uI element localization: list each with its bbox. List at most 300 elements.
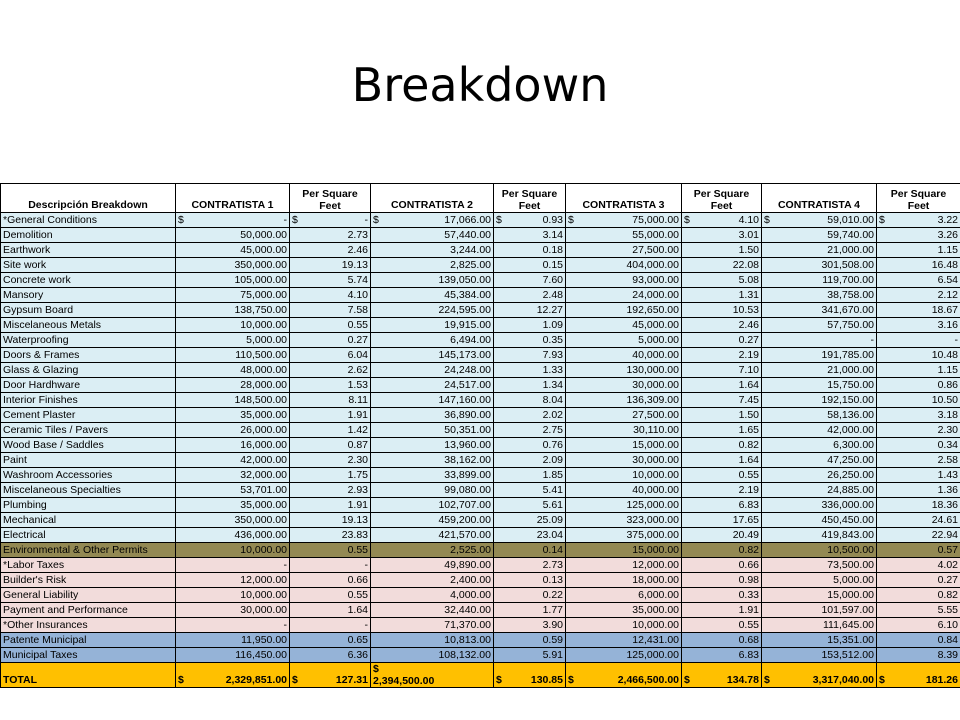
per-square-foot: 0.98 bbox=[682, 573, 762, 588]
contractor-amount: 110,500.00 bbox=[176, 348, 290, 363]
total-value bbox=[494, 663, 566, 688]
currency-symbol: $ bbox=[292, 213, 298, 226]
contractor-amount: 10,000.00 bbox=[566, 618, 682, 633]
row-description: Wood Base / Saddles bbox=[1, 438, 176, 453]
contractor-amount: - bbox=[176, 558, 290, 573]
per-square-foot: 0.13 bbox=[494, 573, 566, 588]
currency-symbol: $ bbox=[764, 674, 770, 686]
per-square-foot: 3.18 bbox=[877, 408, 960, 423]
per-square-foot: 6.83 bbox=[682, 498, 762, 513]
contractor-amount: 49,890.00 bbox=[371, 558, 494, 573]
table-row bbox=[1, 363, 960, 378]
contractor-amount: 27,500.00 bbox=[566, 243, 682, 258]
per-square-foot: 24.61 bbox=[877, 513, 960, 528]
contractor-amount: 10,000.00 bbox=[176, 588, 290, 603]
row-description: *General Conditions bbox=[1, 213, 176, 228]
table-row bbox=[1, 408, 960, 423]
total-value bbox=[682, 663, 762, 688]
table-row bbox=[1, 243, 960, 258]
per-square-foot: 2.73 bbox=[290, 228, 371, 243]
total-amount: 130.85 bbox=[530, 674, 563, 686]
currency-symbol: $ bbox=[373, 663, 379, 675]
currency-symbol: $ bbox=[496, 674, 502, 686]
contractor-amount: 71,370.00 bbox=[371, 618, 494, 633]
per-square-foot: 5.74 bbox=[290, 273, 371, 288]
per-square-foot: 0.59 bbox=[494, 633, 566, 648]
per-square-foot bbox=[682, 213, 762, 228]
total-value bbox=[762, 663, 877, 688]
contractor-amount: 40,000.00 bbox=[566, 483, 682, 498]
contractor-amount: 375,000.00 bbox=[566, 528, 682, 543]
table-row bbox=[1, 288, 960, 303]
per-square-foot: 12.27 bbox=[494, 303, 566, 318]
per-square-foot: 1.15 bbox=[877, 363, 960, 378]
contractor-amount: 12,000.00 bbox=[566, 558, 682, 573]
table-row bbox=[1, 213, 960, 228]
table-row bbox=[1, 438, 960, 453]
contractor-amount: 12,000.00 bbox=[176, 573, 290, 588]
table-row bbox=[1, 528, 960, 543]
contractor-amount: 30,110.00 bbox=[566, 423, 682, 438]
contractor-amount: 15,351.00 bbox=[762, 633, 877, 648]
contractor-amount: 57,750.00 bbox=[762, 318, 877, 333]
contractor-amount: - bbox=[762, 333, 877, 348]
cell-value: - bbox=[364, 213, 368, 226]
header-contratista-4: CONTRATISTA 4 bbox=[762, 184, 877, 213]
contractor-amount: 102,707.00 bbox=[371, 498, 494, 513]
per-square-foot: 2.30 bbox=[877, 423, 960, 438]
row-description: Municipal Taxes bbox=[1, 648, 176, 663]
contractor-amount: 341,670.00 bbox=[762, 303, 877, 318]
per-square-foot: 1.34 bbox=[494, 378, 566, 393]
contractor-amount: 192,650.00 bbox=[566, 303, 682, 318]
contractor-amount: 436,000.00 bbox=[176, 528, 290, 543]
contractor-amount: 5,000.00 bbox=[762, 573, 877, 588]
per-square-foot: 1.36 bbox=[877, 483, 960, 498]
contractor-amount: 21,000.00 bbox=[762, 363, 877, 378]
contractor-amount: 38,758.00 bbox=[762, 288, 877, 303]
per-square-foot: 4.02 bbox=[877, 558, 960, 573]
header-psf-1: Per Square Feet bbox=[290, 184, 371, 213]
per-square-foot: 0.34 bbox=[877, 438, 960, 453]
contractor-amount: 18,000.00 bbox=[566, 573, 682, 588]
per-square-foot: 23.83 bbox=[290, 528, 371, 543]
table-row bbox=[1, 558, 960, 573]
per-square-foot: 1.53 bbox=[290, 378, 371, 393]
contractor-amount: 26,000.00 bbox=[176, 423, 290, 438]
per-square-foot: 0.55 bbox=[290, 318, 371, 333]
per-square-foot: 0.55 bbox=[290, 543, 371, 558]
contractor-amount: 40,000.00 bbox=[566, 348, 682, 363]
contractor-amount: 30,000.00 bbox=[176, 603, 290, 618]
per-square-foot: 6.54 bbox=[877, 273, 960, 288]
row-description: Cement Plaster bbox=[1, 408, 176, 423]
contractor-amount: 38,162.00 bbox=[371, 453, 494, 468]
total-label: TOTAL bbox=[1, 663, 176, 688]
cell-value: 0.93 bbox=[542, 213, 563, 226]
currency-symbol: $ bbox=[684, 674, 690, 686]
per-square-foot: 3.01 bbox=[682, 228, 762, 243]
per-square-foot bbox=[877, 213, 960, 228]
contractor-amount: 119,700.00 bbox=[762, 273, 877, 288]
contractor-amount: 32,000.00 bbox=[176, 468, 290, 483]
contractor-amount: 10,000.00 bbox=[176, 318, 290, 333]
table-row bbox=[1, 303, 960, 318]
header-contratista-2: CONTRATISTA 2 bbox=[371, 184, 494, 213]
per-square-foot: 2.46 bbox=[290, 243, 371, 258]
contractor-amount: 73,500.00 bbox=[762, 558, 877, 573]
contractor-amount: 2,525.00 bbox=[371, 543, 494, 558]
contractor-amount: 6,000.00 bbox=[566, 588, 682, 603]
header-psf-4: Per Square Feet bbox=[877, 184, 960, 213]
contractor-amount: 4,000.00 bbox=[371, 588, 494, 603]
cell-value: 75,000.00 bbox=[632, 213, 679, 226]
table-row bbox=[1, 423, 960, 438]
per-square-foot: 2.19 bbox=[682, 483, 762, 498]
per-square-foot: 0.66 bbox=[290, 573, 371, 588]
contractor-amount: 75,000.00 bbox=[176, 288, 290, 303]
contractor-amount: 45,000.00 bbox=[176, 243, 290, 258]
contractor-amount: 36,890.00 bbox=[371, 408, 494, 423]
per-square-foot: 5.08 bbox=[682, 273, 762, 288]
cell-value: 17,066.00 bbox=[444, 213, 491, 226]
per-square-foot: 0.22 bbox=[494, 588, 566, 603]
total-value bbox=[877, 663, 960, 688]
currency-symbol: $ bbox=[496, 213, 502, 226]
contractor-amount: 45,384.00 bbox=[371, 288, 494, 303]
per-square-foot: 20.49 bbox=[682, 528, 762, 543]
row-description: Mechanical bbox=[1, 513, 176, 528]
total-row bbox=[1, 663, 960, 688]
contractor-amount: - bbox=[176, 618, 290, 633]
per-square-foot: 3.14 bbox=[494, 228, 566, 243]
table-row bbox=[1, 468, 960, 483]
contractor-amount: 6,300.00 bbox=[762, 438, 877, 453]
contractor-amount: 53,701.00 bbox=[176, 483, 290, 498]
contractor-amount: 145,173.00 bbox=[371, 348, 494, 363]
contractor-amount: 99,080.00 bbox=[371, 483, 494, 498]
per-square-foot: 7.45 bbox=[682, 393, 762, 408]
per-square-foot: 7.93 bbox=[494, 348, 566, 363]
per-square-foot: 0.84 bbox=[877, 633, 960, 648]
contractor-amount: 15,000.00 bbox=[566, 543, 682, 558]
contractor-amount: 35,000.00 bbox=[176, 408, 290, 423]
contractor-amount: 136,309.00 bbox=[566, 393, 682, 408]
per-square-foot: 2.09 bbox=[494, 453, 566, 468]
currency-symbol: $ bbox=[879, 674, 885, 686]
header-psf-3: Per Square Feet bbox=[682, 184, 762, 213]
currency-symbol: $ bbox=[373, 213, 379, 226]
row-description: Patente Municipal bbox=[1, 633, 176, 648]
per-square-foot bbox=[494, 213, 566, 228]
contractor-amount: 50,351.00 bbox=[371, 423, 494, 438]
currency-symbol: $ bbox=[178, 213, 184, 226]
contractor-amount: 450,450.00 bbox=[762, 513, 877, 528]
table-row bbox=[1, 228, 960, 243]
per-square-foot: 1.15 bbox=[877, 243, 960, 258]
contractor-amount bbox=[371, 213, 494, 228]
contractor-amount: 336,000.00 bbox=[762, 498, 877, 513]
contractor-amount: 125,000.00 bbox=[566, 498, 682, 513]
per-square-foot: 0.33 bbox=[682, 588, 762, 603]
per-square-foot: 1.09 bbox=[494, 318, 566, 333]
total-amount: 3,317,040.00 bbox=[812, 674, 874, 686]
per-square-foot: 6.36 bbox=[290, 648, 371, 663]
table-row bbox=[1, 273, 960, 288]
per-square-foot: 0.76 bbox=[494, 438, 566, 453]
contractor-amount: 32,440.00 bbox=[371, 603, 494, 618]
contractor-amount: 10,500.00 bbox=[762, 543, 877, 558]
contractor-amount: 24,248.00 bbox=[371, 363, 494, 378]
per-square-foot: 6.10 bbox=[877, 618, 960, 633]
per-square-foot: 1.65 bbox=[682, 423, 762, 438]
per-square-foot: 0.86 bbox=[877, 378, 960, 393]
per-square-foot: 22.94 bbox=[877, 528, 960, 543]
per-square-foot: 2.02 bbox=[494, 408, 566, 423]
currency-symbol: $ bbox=[568, 213, 574, 226]
row-description: Interior Finishes bbox=[1, 393, 176, 408]
row-description: Gypsum Board bbox=[1, 303, 176, 318]
contractor-amount: 147,160.00 bbox=[371, 393, 494, 408]
contractor-amount: 11,950.00 bbox=[176, 633, 290, 648]
currency-symbol: $ bbox=[292, 674, 298, 686]
row-description: Electrical bbox=[1, 528, 176, 543]
total-value bbox=[176, 663, 290, 688]
total-value bbox=[290, 663, 371, 688]
contractor-amount: 10,000.00 bbox=[566, 468, 682, 483]
per-square-foot: 1.91 bbox=[290, 408, 371, 423]
contractor-amount: 57,440.00 bbox=[371, 228, 494, 243]
header-description: Descripción Breakdown bbox=[1, 184, 176, 213]
contractor-amount: 301,508.00 bbox=[762, 258, 877, 273]
per-square-foot: 5.41 bbox=[494, 483, 566, 498]
per-square-foot: 1.31 bbox=[682, 288, 762, 303]
contractor-amount: 42,000.00 bbox=[762, 423, 877, 438]
per-square-foot: 1.75 bbox=[290, 468, 371, 483]
per-square-foot: 2.73 bbox=[494, 558, 566, 573]
cell-value: 59,010.00 bbox=[827, 213, 874, 226]
contractor-amount: 30,000.00 bbox=[566, 378, 682, 393]
contractor-amount: 58,136.00 bbox=[762, 408, 877, 423]
per-square-foot: 7.10 bbox=[682, 363, 762, 378]
contractor-amount: 15,000.00 bbox=[762, 588, 877, 603]
contractor-amount: 15,000.00 bbox=[566, 438, 682, 453]
contractor-amount: 59,740.00 bbox=[762, 228, 877, 243]
table-row bbox=[1, 483, 960, 498]
header-contratista-3: CONTRATISTA 3 bbox=[566, 184, 682, 213]
contractor-amount: 2,825.00 bbox=[371, 258, 494, 273]
row-description: *Labor Taxes bbox=[1, 558, 176, 573]
contractor-amount: 192,150.00 bbox=[762, 393, 877, 408]
per-square-foot: 5.61 bbox=[494, 498, 566, 513]
contractor-amount: 153,512.00 bbox=[762, 648, 877, 663]
currency-symbol: $ bbox=[178, 674, 184, 686]
total-amount: 127.31 bbox=[335, 674, 368, 686]
row-description: Doors & Frames bbox=[1, 348, 176, 363]
contractor-amount: 5,000.00 bbox=[566, 333, 682, 348]
per-square-foot: 2.48 bbox=[494, 288, 566, 303]
row-description: Miscelaneous Metals bbox=[1, 318, 176, 333]
contractor-amount: 50,000.00 bbox=[176, 228, 290, 243]
per-square-foot: 6.83 bbox=[682, 648, 762, 663]
per-square-foot: 1.64 bbox=[682, 378, 762, 393]
contractor-amount: 5,000.00 bbox=[176, 333, 290, 348]
per-square-foot: 0.66 bbox=[682, 558, 762, 573]
table-row bbox=[1, 378, 960, 393]
contractor-amount: 3,244.00 bbox=[371, 243, 494, 258]
table-row bbox=[1, 498, 960, 513]
row-description: Miscelaneous Specialties bbox=[1, 483, 176, 498]
contractor-amount: 191,785.00 bbox=[762, 348, 877, 363]
per-square-foot: 22.08 bbox=[682, 258, 762, 273]
contractor-amount: 350,000.00 bbox=[176, 258, 290, 273]
contractor-amount: 35,000.00 bbox=[566, 603, 682, 618]
per-square-foot: 1.33 bbox=[494, 363, 566, 378]
per-square-foot: 2.30 bbox=[290, 453, 371, 468]
cell-value: - bbox=[283, 213, 287, 226]
table-row bbox=[1, 453, 960, 468]
table-row bbox=[1, 333, 960, 348]
per-square-foot: 0.68 bbox=[682, 633, 762, 648]
row-description: Door Hardhware bbox=[1, 378, 176, 393]
per-square-foot: 18.36 bbox=[877, 498, 960, 513]
per-square-foot: 7.60 bbox=[494, 273, 566, 288]
contractor-amount: 28,000.00 bbox=[176, 378, 290, 393]
contractor-amount: 21,000.00 bbox=[762, 243, 877, 258]
contractor-amount: 24,885.00 bbox=[762, 483, 877, 498]
row-description: Washroom Accessories bbox=[1, 468, 176, 483]
row-description: Mansory bbox=[1, 288, 176, 303]
contractor-amount: 45,000.00 bbox=[566, 318, 682, 333]
per-square-foot: 19.13 bbox=[290, 258, 371, 273]
total-value bbox=[566, 663, 682, 688]
table-row bbox=[1, 513, 960, 528]
per-square-foot: 2.62 bbox=[290, 363, 371, 378]
per-square-foot: - bbox=[290, 558, 371, 573]
per-square-foot: 19.13 bbox=[290, 513, 371, 528]
contractor-amount: 47,250.00 bbox=[762, 453, 877, 468]
per-square-foot: 1.91 bbox=[290, 498, 371, 513]
contractor-amount: 148,500.00 bbox=[176, 393, 290, 408]
contractor-amount: 116,450.00 bbox=[176, 648, 290, 663]
per-square-foot: 1.91 bbox=[682, 603, 762, 618]
per-square-foot: 5.91 bbox=[494, 648, 566, 663]
contractor-amount: 125,000.00 bbox=[566, 648, 682, 663]
contractor-amount: 105,000.00 bbox=[176, 273, 290, 288]
per-square-foot: 1.42 bbox=[290, 423, 371, 438]
per-square-foot: 8.11 bbox=[290, 393, 371, 408]
table-row bbox=[1, 393, 960, 408]
table-row bbox=[1, 648, 960, 663]
table-row bbox=[1, 633, 960, 648]
row-description: Paint bbox=[1, 453, 176, 468]
per-square-foot: 0.65 bbox=[290, 633, 371, 648]
contractor-amount bbox=[566, 213, 682, 228]
per-square-foot: 2.58 bbox=[877, 453, 960, 468]
per-square-foot: 16.48 bbox=[877, 258, 960, 273]
total-amount: 134.78 bbox=[726, 674, 759, 686]
per-square-foot: 1.50 bbox=[682, 408, 762, 423]
row-description: *Other Insurances bbox=[1, 618, 176, 633]
per-square-foot: 10.50 bbox=[877, 393, 960, 408]
contractor-amount: 13,960.00 bbox=[371, 438, 494, 453]
per-square-foot: 8.04 bbox=[494, 393, 566, 408]
table-row bbox=[1, 588, 960, 603]
contractor-amount: 12,431.00 bbox=[566, 633, 682, 648]
cell-value: 3.22 bbox=[937, 213, 958, 226]
table-row bbox=[1, 603, 960, 618]
row-description: Environmental & Other Permits bbox=[1, 543, 176, 558]
per-square-foot: 7.58 bbox=[290, 303, 371, 318]
per-square-foot: 25.09 bbox=[494, 513, 566, 528]
total-amount: 2,394,500.00 bbox=[373, 675, 435, 687]
per-square-foot: 17.65 bbox=[682, 513, 762, 528]
contractor-amount bbox=[762, 213, 877, 228]
per-square-foot: 0.15 bbox=[494, 258, 566, 273]
per-square-foot: 0.27 bbox=[290, 333, 371, 348]
row-description: Waterproofing bbox=[1, 333, 176, 348]
contractor-amount: 101,597.00 bbox=[762, 603, 877, 618]
per-square-foot: 4.10 bbox=[290, 288, 371, 303]
total-value bbox=[371, 663, 494, 688]
contractor-amount: 404,000.00 bbox=[566, 258, 682, 273]
currency-symbol: $ bbox=[568, 674, 574, 686]
table-row bbox=[1, 543, 960, 558]
per-square-foot: 2.75 bbox=[494, 423, 566, 438]
table-row bbox=[1, 348, 960, 363]
contractor-amount bbox=[176, 213, 290, 228]
per-square-foot: 3.90 bbox=[494, 618, 566, 633]
table-row bbox=[1, 618, 960, 633]
contractor-amount: 42,000.00 bbox=[176, 453, 290, 468]
per-square-foot: 10.53 bbox=[682, 303, 762, 318]
table-row bbox=[1, 573, 960, 588]
contractor-amount: 10,813.00 bbox=[371, 633, 494, 648]
breakdown-table bbox=[0, 183, 960, 688]
row-description: Payment and Performance bbox=[1, 603, 176, 618]
row-description: Site work bbox=[1, 258, 176, 273]
per-square-foot: 1.50 bbox=[682, 243, 762, 258]
contractor-amount: 93,000.00 bbox=[566, 273, 682, 288]
row-description: Plumbing bbox=[1, 498, 176, 513]
contractor-amount: 459,200.00 bbox=[371, 513, 494, 528]
per-square-foot: 3.16 bbox=[877, 318, 960, 333]
contractor-amount: 19,915.00 bbox=[371, 318, 494, 333]
contractor-amount: 55,000.00 bbox=[566, 228, 682, 243]
contractor-amount: 111,645.00 bbox=[762, 618, 877, 633]
per-square-foot: 0.82 bbox=[877, 588, 960, 603]
per-square-foot: 2.12 bbox=[877, 288, 960, 303]
contractor-amount: 138,750.00 bbox=[176, 303, 290, 318]
per-square-foot bbox=[290, 213, 371, 228]
per-square-foot: 0.55 bbox=[290, 588, 371, 603]
per-square-foot: 23.04 bbox=[494, 528, 566, 543]
header-psf-2: Per Square Feet bbox=[494, 184, 566, 213]
contractor-amount: 26,250.00 bbox=[762, 468, 877, 483]
row-description: Concrete work bbox=[1, 273, 176, 288]
per-square-foot: - bbox=[290, 618, 371, 633]
per-square-foot: 1.64 bbox=[290, 603, 371, 618]
contractor-amount: 35,000.00 bbox=[176, 498, 290, 513]
total-amount: 181.26 bbox=[925, 674, 958, 686]
total-amount: 2,466,500.00 bbox=[617, 674, 679, 686]
contractor-amount: 48,000.00 bbox=[176, 363, 290, 378]
contractor-amount: 24,517.00 bbox=[371, 378, 494, 393]
contractor-amount: 30,000.00 bbox=[566, 453, 682, 468]
per-square-foot: 0.55 bbox=[682, 468, 762, 483]
per-square-foot: 0.87 bbox=[290, 438, 371, 453]
contractor-amount: 130,000.00 bbox=[566, 363, 682, 378]
